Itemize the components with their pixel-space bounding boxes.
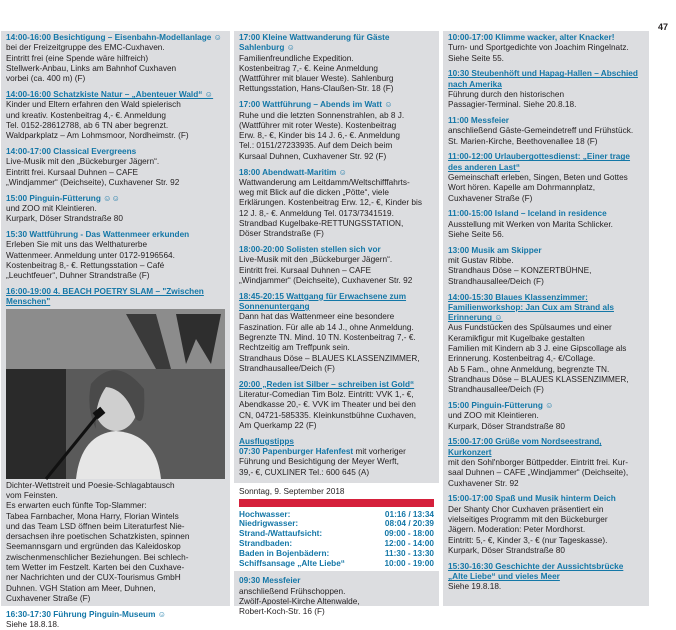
tide-row: [239, 529, 434, 539]
tide-label: Schiffsansage „Alte Liebe“: [239, 558, 345, 568]
event-description-line: Kurpark, Döser Strandstraße 80: [448, 545, 565, 555]
event-entry: [239, 33, 434, 95]
event-description-line: Der Shanty Chor Cuxhaven präsentiert ein: [448, 504, 604, 514]
event-description-line: Live-Musik mit den „Bückeburger Jägern“.: [239, 255, 393, 265]
event-title: 18:45-20:15 Wattgang für Erwachsene zum Sonnenuntergang: [239, 291, 407, 312]
event-description-line: Live-Musik mit den „Bückeburger Jägern“.: [6, 157, 160, 167]
event-title: 15:00 Pinguin-Fütterung ☺: [448, 401, 554, 410]
event-title: 15:30-16:30 Geschichte der Aussichtsbrücke „Alte Liebe“ und vieles Meer: [448, 561, 624, 581]
event-description-line: mit den Sohl'nborger Büttpedder. Eintritt frei. Kur-: [448, 457, 628, 467]
event-description-line: Strandbad Kugelbake-RETTUNGSSTATION,: [239, 219, 404, 229]
event-description-line: Strandhausallee/Deich (F): [448, 385, 544, 395]
event-description-line: und kreativ. Kostenbeitrag 4,- €. Anmeldung: [6, 110, 166, 120]
event-description-line: Robert-Koch-Str. 16 (F): [239, 607, 325, 617]
event-title: 14:00-17:00 Classical Evergreens: [6, 146, 137, 156]
event-description-line: Ab 5 Fam., ohne Anmeldung, begrenzte TN.: [448, 364, 610, 374]
event-description-line: Erklärungen. Kostenbeitrag Erw. 12,- €, Kinder bis: [239, 198, 422, 208]
event-description-line: Duhnen. VGH Station am Meer, Duhnen,: [6, 583, 156, 593]
tide-value: 11:30 - 13:30: [384, 548, 434, 558]
tide-value: 08:04 / 20:39: [384, 519, 434, 529]
page-number: 47: [657, 22, 668, 32]
event-title: 16:00-19:00 4. BEACH POETRY SLAM – "Zwischen Menschen": [6, 287, 204, 307]
event-description-line: „Leuchtfeuer“, Duhner Strandstraße (F): [6, 271, 150, 281]
event-description-line: „Windjammer“ (Deichseite), Cuxhavener Str. 92: [239, 276, 413, 286]
ausflugstipps-block: [239, 437, 434, 478]
event-description-line: Eintritt frei. Kursaal Duhnen – CAFE: [239, 265, 372, 275]
event-title: 18:00-20:00 Solisten stellen sich vor: [239, 245, 381, 255]
event-entry: [448, 293, 644, 396]
event-description-line: Literatur-Comedian Tim Bolz. Eintritt: VVK 1,- €,: [239, 390, 414, 399]
event-description-line: Begrenzte TN. Mind. 10 TN. Kostenbeitrag 7,- €.: [239, 333, 416, 343]
sunday-header-box: [234, 483, 439, 571]
event-description-line: Kurpark, Döser Strandstraße 80: [6, 214, 123, 224]
event-description-line: bei der Freizeitgruppe des EMC-Cuxhaven.: [6, 43, 165, 53]
event-title: 15:30 Wattführung - Das Wattenmeer erkunden: [6, 230, 190, 240]
event-description-line: Wattwanderung am Leitdamm/Weltschifffahrts-: [239, 177, 410, 187]
event-description-line: Familien mit Kindern ab 3 J. eine Gipscollage als: [448, 344, 627, 354]
event-description-line: Siehe Seite 56.: [448, 230, 504, 240]
event-entry: [6, 610, 225, 630]
event-description-line: „Windjammer“ (Deichseite), Cuxhavener Str. 92: [6, 177, 180, 187]
event-entry: [6, 194, 225, 225]
event-entry: [6, 147, 225, 188]
event-description-line: 39,- €, CUXLINER Tel.: 600 645 (A): [239, 467, 370, 477]
event-description-line: Eintritt frei (eine Spende wäre hilfreich): [6, 53, 149, 63]
event-description-line: CN, 04721-585335. Kleinkunstbühne Cuxhaven,: [239, 410, 417, 420]
event-title: 09:30 Messfeier: [239, 576, 301, 586]
column-3: [443, 31, 649, 606]
event-title: 17:00 Wattführung – Abends im Watt ☺: [239, 100, 393, 110]
event-title: 15:00-17:00 Grüße vom Nordseestrand, Kurkonzert: [448, 437, 602, 457]
event-title: 14:00-15:30 Blaues Klassenzimmer: Familienworkshop: Jan Cux am Strand als Erinnerung ☺: [448, 292, 614, 323]
tide-row: [239, 510, 434, 520]
event-description-line: Eintritt: 5,- €, Kinder 3,- € (nur Tageskasse).: [448, 535, 608, 545]
tide-value: 01:16 / 13:34: [384, 509, 434, 519]
event-description-line: Rechtzeitig am Treffpunk sein.: [239, 343, 350, 353]
tide-label: Niedrigwasser:: [239, 519, 299, 529]
event-entry: [448, 152, 644, 203]
event-title: 14:00-16:00 Schatzkiste Natur – „Abenteuer Wald“ ☺: [6, 89, 214, 99]
event-title: 10:00-17:00 Klimme wacker, alter Knacker!: [448, 33, 615, 42]
event-title: 15:00-17:00 Spaß und Musik hinterm Deich: [448, 494, 616, 504]
event-description-line: anschließend Gäste-Gemeindetreff und Frühstück.: [448, 126, 634, 136]
event-description-line: Kursaal Duhnen, Cuxhavener Str. 92 (F): [239, 151, 387, 161]
event-description-line: Gemeinschaft erleben, Singen, Beten und Gottes: [448, 173, 628, 183]
event-description-line: und das Team LSD öffnen beim Literaturfest Nie-: [6, 521, 185, 531]
event-description-line: weg mit Blick auf die dicken „Pötte“, viele: [239, 188, 389, 198]
event-description-line: Faszination. Für alle ab 14 J., ohne Anmeldung.: [239, 322, 414, 332]
event-description-line: Tabea Farnbacher, Mona Harry, Florian Wintels: [6, 511, 179, 521]
event-description-line: Tel. 0152-28612788, ab 6 TN aber begrenzt.: [6, 120, 169, 130]
day-header-bar: [239, 499, 434, 507]
event-description-line: Wattenmeer. Anmeldung unter 0172-9196564.: [6, 250, 175, 260]
event-description-line: Strandhaus Döse – BLAUES KLASSENZIMMER,: [239, 353, 420, 363]
column-2: [234, 31, 439, 617]
ausflugstipps-heading: Ausflugstipps: [239, 436, 294, 446]
event-description-line: Führung und Besichtigung der Meyer Werft,: [239, 457, 399, 467]
tide-value: 12:00 - 14:00: [384, 539, 434, 549]
event-description-line: Siehe 19.8.18.: [448, 582, 502, 592]
event-description-line: anschließend Frühschoppen.: [239, 586, 346, 596]
event-description-line: Erinnerung. Kostenbeitrag 4,- €/Collage.: [448, 354, 596, 364]
event-title: 16:30-17:30 Führung Pinguin-Museum ☺: [6, 609, 167, 619]
event-entry: [6, 287, 225, 604]
event-entry: [448, 69, 644, 110]
event-description-line: Rettungsstation, Hans-Claußen-Str. 18 (F): [239, 84, 394, 94]
event-description-line: Ruhe und die letzten Sonnenstrahlen, ab 8 J.: [239, 110, 405, 120]
event-title-rest: mit vorheriger: [353, 446, 406, 456]
event-title: 10:30 Steubenhöft und Hapag-Hallen – Abschied nach Amerika: [448, 69, 638, 89]
event-description-line: Am Querkamp 22 (F): [239, 420, 317, 430]
event-title: 11:00-15:00 Island – Iceland in residence: [448, 209, 607, 219]
day-header: Sonntag, 9. September 2018: [239, 487, 345, 497]
event-description-line: und ZOO mit Kleintieren.: [448, 411, 539, 421]
event-description-line: saal Duhnen – CAFE „Windjammer“ (Deichseite),: [448, 468, 629, 478]
event-description-line: Cuxhavener Straße (F): [448, 193, 533, 203]
event-title: 20:00 „Reden ist Silber – schreiben ist Gold“: [239, 379, 415, 389]
event-description-line: Eintritt frei. Kursaal Duhnen – CAFE: [6, 167, 139, 177]
event-description-line: Erleben Sie mit uns das Welthaturerbe: [6, 240, 148, 250]
event-entry: [239, 380, 434, 431]
event-description-line: Cuxhavener Str. 92: [448, 478, 519, 488]
event-description-line: Jägern. Moderation: Peter Mordhorst.: [448, 525, 586, 535]
event-description-line: Führung durch den historischen: [448, 89, 565, 99]
event-description-line: (Wattführer mit roter Weste). Kostenbeitrag: [239, 120, 397, 130]
event-entry: [6, 33, 225, 84]
tide-row: [239, 549, 434, 559]
event-entry: [239, 576, 434, 617]
event-description-line: Tel.: 0151/27233935. Auf dem Deich beim: [239, 141, 393, 151]
event-entry: [239, 168, 434, 240]
event-description-line: Dann hat das Wattenmeer eine besondere: [239, 312, 395, 322]
event-description-line: Siehe 18.8.18.: [6, 619, 60, 629]
event-description-line: Kostenbeitrag 8,- €. Rettungsstation – Café: [6, 260, 165, 270]
event-entry: [448, 209, 644, 240]
event-title: 11:00-12:00 Urlaubergottesdienst: „Einer trage des anderen Last“: [448, 152, 631, 172]
event-description-line: ner Nachrichten und der CUX-Tourismus GmbH: [6, 573, 181, 583]
event-description-line: Kurpark, Döser Strandstraße 80: [448, 421, 565, 431]
column-1: [1, 31, 230, 629]
event-title: 15:00 Pinguin-Fütterung ☺☺: [6, 193, 121, 203]
event-description-line: vom Feinsten.: [6, 490, 58, 500]
event-description-line: Kinder und Eltern erfahren den Wald spielerisch: [6, 100, 181, 110]
event-title: 11:00 Messfeier: [448, 116, 510, 126]
event-description-line: Erw. 8,- €, Kinder bis 14 J. 6,- €. Anmeldung: [239, 131, 400, 141]
event-description-line: Zwölf-Apostel-Kirche Altenwalde,: [239, 597, 360, 607]
tide-label: Baden in Bojenbädern:: [239, 548, 330, 558]
event-entry: [239, 100, 434, 162]
event-description-line: Wort hören. Kapelle am Dohrmannplatz,: [448, 183, 596, 193]
event-description-line: Keramikfigur mit Kugelbake gestalten: [448, 333, 585, 343]
event-entry: [448, 562, 644, 593]
event-description-line: Seemannsgarn und ergründen das Kaleidoskop: [6, 542, 181, 552]
event-description-line: mit Gustav Ribbe.: [448, 256, 514, 266]
event-description-line: Siehe Seite 55.: [448, 53, 504, 63]
poetry-slam-performer-photo: [6, 309, 225, 479]
tide-value: 10:00 - 19:00: [384, 558, 434, 568]
event-entry: [6, 90, 225, 141]
event-description-line: vorbei (ca. 400 m) (F): [6, 74, 86, 84]
event-title: 17:00 Kleine Wattwanderung für Gäste Sahlenburg ☺: [239, 33, 390, 53]
event-description-line: Kostenbeitrag 7,- €. Keine Anmeldung: [239, 63, 378, 73]
event-description-line: tem Wetter im Festzelt. Karten bei den Cuxhave-: [6, 563, 185, 572]
event-description-line: 12 J. 8,- €. Anmeldung Tel. 0173/7341519.: [239, 208, 394, 218]
event-description-line: Döser Strandstraße (F): [239, 229, 324, 239]
event-description-line: St. Marien-Kirche, Beethovenallee 18 (F): [448, 136, 598, 146]
event-entry: [448, 437, 644, 488]
event-entry: [448, 246, 644, 287]
event-description-line: und ZOO mit Kleintieren.: [6, 203, 97, 213]
event-description-line: Strandhaus Döse – BLAUES KLASSENZIMMER,: [448, 374, 629, 384]
tide-label: Hochwasser:: [239, 509, 291, 519]
event-description-line: Abendkasse 20,- €. VVK im Theater und bei den: [239, 400, 416, 410]
event-description-line: (Wattführer mit blauer Weste). Sahlenburg: [239, 74, 394, 84]
event-entry: [448, 401, 644, 432]
event-description-line: Turn- und Sportgedichte von Joachim Ringelnatz.: [448, 43, 629, 53]
tide-label: Strand-/Wattaufsicht:: [239, 529, 323, 539]
tide-row: [239, 559, 434, 569]
event-description-line: Passagier-Terminal. Siehe 20.8.18.: [448, 100, 577, 110]
event-entry: [448, 116, 644, 147]
event-title: 14:00-16:00 Besichtigung – Eisenbahn-Modellanlage ☺: [6, 33, 223, 42]
tide-label: Strandbaden:: [239, 539, 293, 549]
event-description-line: Es erwarten euch fünfte Top-Slammer:: [6, 501, 147, 511]
event-title: 13:00 Musik am Skipper: [448, 245, 542, 255]
event-entry: [239, 292, 434, 374]
event-entry: [448, 494, 644, 556]
event-description-line: Stellwerk-Anbau, Links am Bahnhof Cuxhaven: [6, 63, 177, 73]
event-description-line: Cuxhavener Straße (F): [6, 593, 91, 603]
event-description-line: Strandhausallee/Deich (F): [239, 363, 335, 373]
tide-value: 09:00 - 18:00: [384, 529, 434, 539]
event-description-line: Ausstellung mit Werken von Marita Schlicker.: [448, 219, 613, 229]
event-description-line: Strandhaus Döse – KONZERTBÜHNE,: [448, 266, 592, 276]
event-description-line: Waldparkplatz – Am Lohmsmoor, Nordheimstr. (F): [6, 131, 189, 141]
event-description-line: Familienfreundliche Expedition.: [239, 53, 354, 63]
event-description-line: dersachsen ihre poetischen Schatzkisten, spinnen: [6, 532, 190, 542]
event-title: 07:30 Papenburger Hafenfest: [239, 446, 354, 456]
event-description-line: zwischenmenschlicher Beziehungen. Bei schlech-: [6, 552, 189, 562]
event-entry: [239, 245, 434, 286]
event-description-line: vielseitiges Programm mit den Bückeburger: [448, 514, 608, 524]
tide-row: [239, 539, 434, 549]
event-description-line: Dichter-Wettstreit und Poesie-Schlagabtausch: [6, 480, 175, 490]
event-entry: [6, 230, 225, 281]
event-title: 18:00 Abendwatt-Maritim ☺: [239, 167, 348, 177]
event-description-line: Aus Fundstücken des Spülsaumes und einer: [448, 323, 612, 333]
tide-row: [239, 519, 434, 529]
event-entry: [448, 33, 644, 64]
event-description-line: Strandhausallee/Deich (F): [448, 276, 544, 286]
